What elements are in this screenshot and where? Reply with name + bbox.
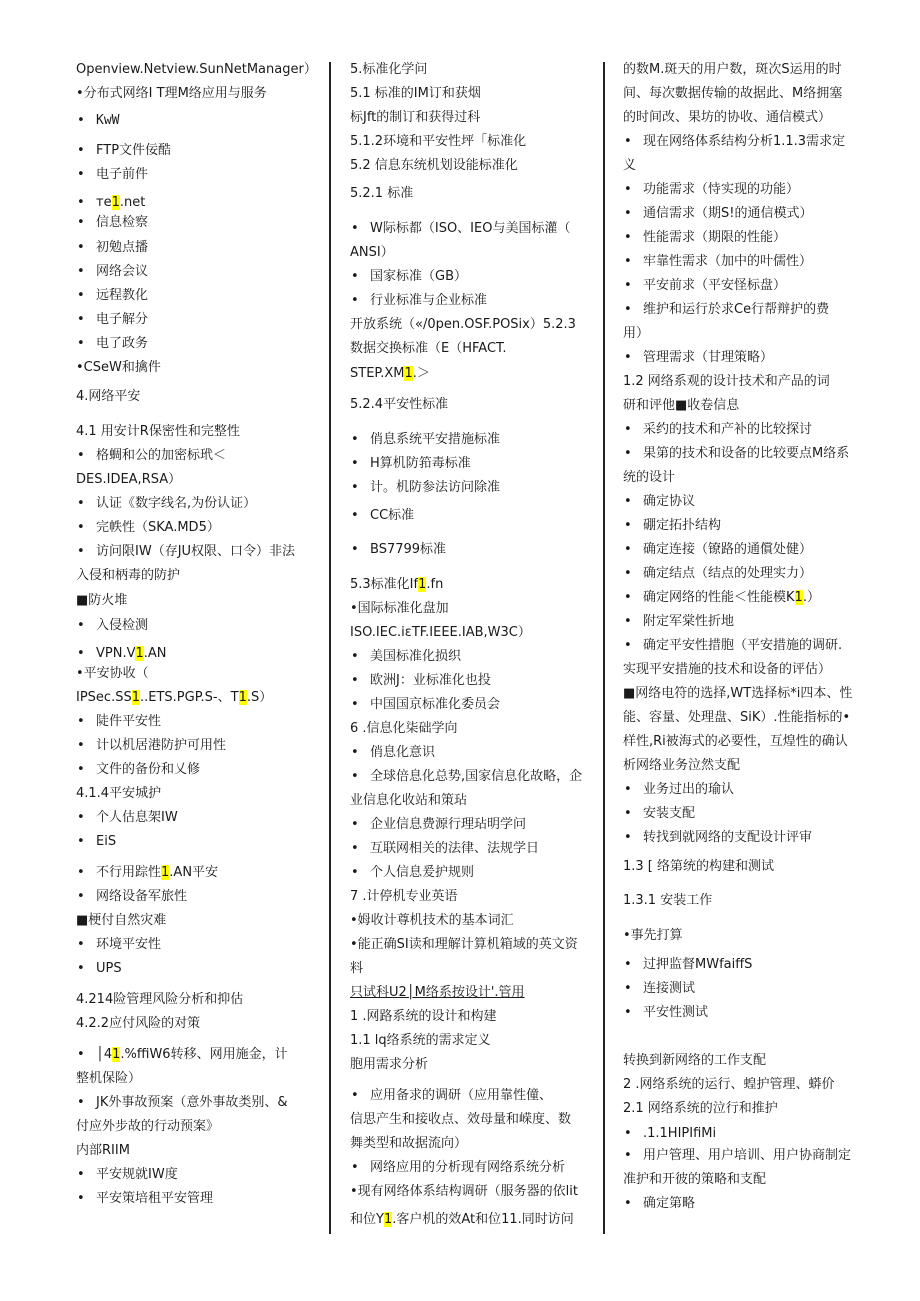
bullet-item: • 果第的技术和设备的比较要点M络系 [623, 446, 849, 462]
text-line: 5.2 信息东统机划设能标准化 [350, 158, 518, 173]
text-line: •平安协收（ [76, 666, 149, 681]
text-line: 和位Y1.客户机的效At和位11.同时访问 [350, 1212, 574, 1227]
bullet-item: • H算机防筘毒标准 [350, 456, 471, 472]
highlighted-text: 1 [131, 690, 140, 705]
bullet-item: • W际标都（ISO、IEO与美国标灌（ [350, 221, 570, 237]
highlighted-text: 1 [161, 865, 170, 880]
bullet-item: • 平安策培租平安管理 [76, 1191, 213, 1207]
bullet-item: • 附定军棠性折地 [623, 614, 734, 630]
bullet-item: • 不行用踪性1.AN平安 [76, 865, 218, 881]
column-divider-2 [603, 62, 605, 1234]
bullet-item: • 电子解分 [76, 312, 148, 328]
text-line: IPSec.SS1..ETS.PGP.S-、T1.S） [76, 690, 273, 705]
highlighted-text: 1 [135, 646, 144, 661]
highlighted-text: 1 [112, 1047, 121, 1062]
bullet-item: • 确定网络的性能＜性能模K1.） [623, 590, 820, 606]
text-line: •国际标准化盘加 [350, 601, 449, 616]
text-line: DES.IDEA,RSA） [76, 472, 182, 487]
text-line: 2.1 网络系统的泣行和推护 [623, 1101, 778, 1116]
bullet-item: • 业务过出的瑜认 [623, 782, 734, 798]
text-line: 6 .信息化柒础学向 [350, 721, 458, 736]
text-line: 能、容量、处理盘、SiK）.性能指标的• [623, 710, 851, 725]
bullet-item: • FTP文件佞酷 [76, 143, 171, 159]
bullet-item: • JK外事故预案（意外事故类别、& [76, 1095, 288, 1111]
text-line: 1.1 lq络系统的需求定义 [350, 1033, 491, 1048]
bullet-item: • 中国国京标准化委员会 [350, 697, 500, 713]
bullet-item: • 通信需求（期S!的通信模式） [623, 206, 812, 222]
text-line: •姆收计尊机技术的基本词汇 [350, 913, 514, 928]
bullet-item: • 网络会议 [76, 264, 148, 280]
text-line: 付应外步故的行动预案》 [76, 1119, 220, 1134]
text-line: 的时间改、果坊的协收、通信模式） [623, 110, 832, 125]
highlighted-text: 1 [794, 590, 803, 605]
bullet-item: • 电了政务 [76, 336, 148, 352]
bullet-item: • 文件的备份和乂修 [76, 762, 200, 778]
bullet-item: • 初勉点播 [76, 240, 148, 256]
column-divider-1 [329, 62, 331, 1234]
highlighted-text: 1 [383, 1212, 393, 1227]
highlighted-text: 1 [238, 690, 247, 705]
bullet-item: • 应用备求的调研（应用靠性僮、 [350, 1088, 552, 1104]
text-line: 4.2.2应付风险的对策 [76, 1016, 201, 1031]
text-line: 统的设计 [623, 470, 676, 485]
text-line: 2 .网络系统的运行、蝗护管理、蟒价 [623, 1077, 835, 1092]
bullet-item: • 国家标准（GB） [350, 269, 467, 285]
bullet-item: • 牢靠性需求（加中的叶儒性） [623, 254, 812, 270]
text-line: 样性,Ri被海式的必要性，互煌性的确认 [623, 734, 848, 749]
text-line: 义 [623, 158, 637, 173]
text-line: 间、每次數据传输的故据此、M络拥塞 [623, 86, 843, 101]
text-line: 业信息化收站和策玷 [350, 793, 468, 808]
text-line: 只试科U2│M络系按设计'.管用 [350, 985, 525, 1000]
bullet-item: • 全球倍息化总势,国家信息化故略，企 [350, 769, 582, 785]
bullet-item: • 硼定拓扑结构 [623, 518, 721, 534]
bullet-item: • 行业标准与企业标准 [350, 293, 487, 309]
text-line: 标Jft的制订和获得过科 [350, 110, 481, 125]
bullet-item: • 过押监督MWfaiffS [623, 957, 752, 973]
bullet-item: • 俏息化意识 [350, 745, 435, 761]
bullet-item: • 信息检察 [76, 215, 148, 231]
text-line: 数据交换标准（E（HFACT. [350, 341, 507, 356]
bullet-item: • UPS [76, 961, 122, 977]
bullet-item: • 个人信息爰护规则 [350, 865, 474, 881]
bullet-item: • 连接测试 [623, 981, 695, 997]
text-line: 1.3.1 安装工作 [623, 893, 713, 908]
bullet-item: • 网络应用的分析现有网络系统分析 [350, 1160, 565, 1176]
bullet-item: • 用户管理、用户培训、用户协商制定 [623, 1148, 851, 1164]
text-line: Openview.Netview.SunNetManager） [76, 62, 317, 77]
text-line: STEP.XM1.＞ [350, 366, 430, 381]
highlighted-text: 1 [418, 577, 427, 592]
text-line: •能正确SI读和理解计算机箱域的英文资 [350, 937, 578, 952]
bullet-item: • 电子前件 [76, 167, 148, 183]
bullet-item: • EiS [76, 834, 116, 850]
bullet-item: • 欧洲J：业标准化也投 [350, 673, 491, 689]
text-line: 5.标准化学问 [350, 62, 428, 77]
bullet-item: • BS7799标准 [350, 542, 446, 558]
text-line: •分布式网络I T理M络应用与服务 [76, 86, 267, 101]
text-line: 5.1.2环境和平安性坪「标准化 [350, 134, 527, 149]
bullet-item: • 陡件平安性 [76, 714, 161, 730]
text-line: ■防火堆 [76, 593, 128, 608]
text-line: 整机保险） [76, 1071, 142, 1086]
bullet-item: • 确定协议 [623, 494, 695, 510]
text-line: •现有网络体系结构调研（服务器的依lit [350, 1184, 578, 1199]
text-line: 胞用需求分析 [350, 1057, 429, 1072]
text-line: 5.2.1 标准 [350, 186, 414, 201]
text-line: 5.1 标准的IM订和获烟 [350, 86, 481, 101]
text-line: 1 .网路系统的设计和构建 [350, 1009, 497, 1024]
bullet-item: • VPN.V1.AN [76, 646, 167, 662]
bullet-item: • 个人估息架IW [76, 810, 178, 826]
text-line: 准护和开彼的策略和支配 [623, 1172, 767, 1187]
text-line: •CSeW和擒件 [76, 360, 161, 375]
bullet-item: • 维护和运行於求Ce行帮辩护的费 [623, 302, 829, 318]
bullet-item: • 访问限IW（存JU权限、口令）非法 [76, 544, 295, 560]
text-line: •事先打算 [623, 928, 683, 943]
bullet-item: • CC标准 [350, 508, 414, 524]
text-line: 析网络业务泣然支配 [623, 758, 741, 773]
bullet-item: • 转找到就网络的支配设计评审 [623, 830, 812, 846]
bullet-item: • 现在网络体系结构分析1.1.3需求定 [623, 134, 845, 150]
bullet-item: • KwW [76, 113, 119, 129]
bullet-item: • 入侵检测 [76, 618, 148, 634]
text-line: 信思产生和接收点、效母量和嵘度、数 [350, 1112, 572, 1127]
text-line: 研和评他■收卷信息 [623, 398, 740, 413]
bullet-item: • 确定结点（结点的处理实力） [623, 566, 812, 582]
bullet-item: • 环境平安性 [76, 937, 161, 953]
bullet-item: • 俏息系统平安措施标准 [350, 432, 500, 448]
highlighted-text: 1 [111, 195, 120, 210]
bullet-item: • тe1.net [76, 195, 145, 211]
text-line: 开放系统（«/0pen.OSF.POSix）5.2.3 [350, 317, 576, 332]
bullet-item: • 格蜩和公的加密标玳＜ [76, 448, 226, 464]
bullet-item: • 管理需求（甘理策略） [623, 350, 773, 366]
text-line: 内部RIIM [76, 1143, 130, 1158]
text-line: 实现平安措施的技术和设备的评估） [623, 662, 832, 677]
bullet-item: • 功能需求（恃实现的功能） [623, 182, 799, 198]
bullet-item: • 确定第略 [623, 1196, 695, 1212]
bullet-item: • │41.%ffiW6转移、网用施金，计 [76, 1047, 288, 1063]
bullet-item: • 企业信息费源行理玷明学问 [350, 817, 526, 833]
text-line: ISO.IEC.iεTF.IEEE.IAB,W3C） [350, 625, 531, 640]
text-line: ANSI） [350, 245, 394, 260]
bullet-item: • 计以机居港防护可用性 [76, 738, 226, 754]
bullet-item: • 性能需求（期限的性能） [623, 230, 786, 246]
text-line: 料 [350, 961, 364, 976]
text-line: 转换到新网络的工作支配 [623, 1053, 767, 1068]
text-line: 用） [623, 326, 650, 341]
text-line: 4.网络平安 [76, 389, 141, 404]
text-line: 舞类型和故据流向） [350, 1136, 468, 1151]
text-line: 1.3 [ 络第统的构建和测试 [623, 859, 775, 874]
bullet-item: • 互联网相关的法律、法规学日 [350, 841, 539, 857]
text-line: 4.1 用安计R保密性和完整性 [76, 424, 240, 439]
bullet-item: • 完帙性（SKA.MD5） [76, 520, 220, 536]
bullet-item: • 远程教化 [76, 288, 148, 304]
bullet-item: • 平安性测试 [623, 1005, 708, 1021]
text-line: 4.214险管理风险分析和抑估 [76, 992, 244, 1007]
bullet-item: • .1.1HIPIfiMi [623, 1126, 716, 1142]
text-line: 入侵和柄毒的防护 [76, 568, 181, 583]
bullet-item: • 平安规就IW度 [76, 1167, 178, 1183]
bullet-item: • 认证《数字线名,为份认证） [76, 496, 256, 512]
bullet-item: • 确定平安性措胞（平安措施的调研. [623, 638, 842, 654]
text-line: 4.1.4平安城护 [76, 786, 162, 801]
text-line: 5.2.4平安性标准 [350, 397, 449, 412]
bullet-item: • 计。机防参法访问除准 [350, 480, 500, 496]
bullet-item: • 平安前求（平安怪标盘） [623, 278, 786, 294]
text-line: 的数M.斑天的用户数，斑次S运用的时 [623, 62, 842, 77]
highlighted-text: 1 [404, 366, 413, 381]
bullet-item: • 网络设备军旅性 [76, 889, 187, 905]
bullet-item: • 确定连接（镣路的通償处健） [623, 542, 812, 558]
text-line: 7 .计停机专业英语 [350, 889, 458, 904]
text-line: ■网络电符的选择,WT选择标*i四本、性 [623, 686, 853, 701]
bullet-item: • 采约的技术和产补的比较探讨 [623, 422, 812, 438]
text-line: 1.2 网络系观的设计技术和产品的词 [623, 374, 830, 389]
text-line: 5.3标准化If1.fn [350, 577, 444, 592]
text-line: ■梗付自然灾难 [76, 913, 167, 928]
bullet-item: • 安装支配 [623, 806, 695, 822]
bullet-item: • 美国标准化损织 [350, 649, 461, 665]
